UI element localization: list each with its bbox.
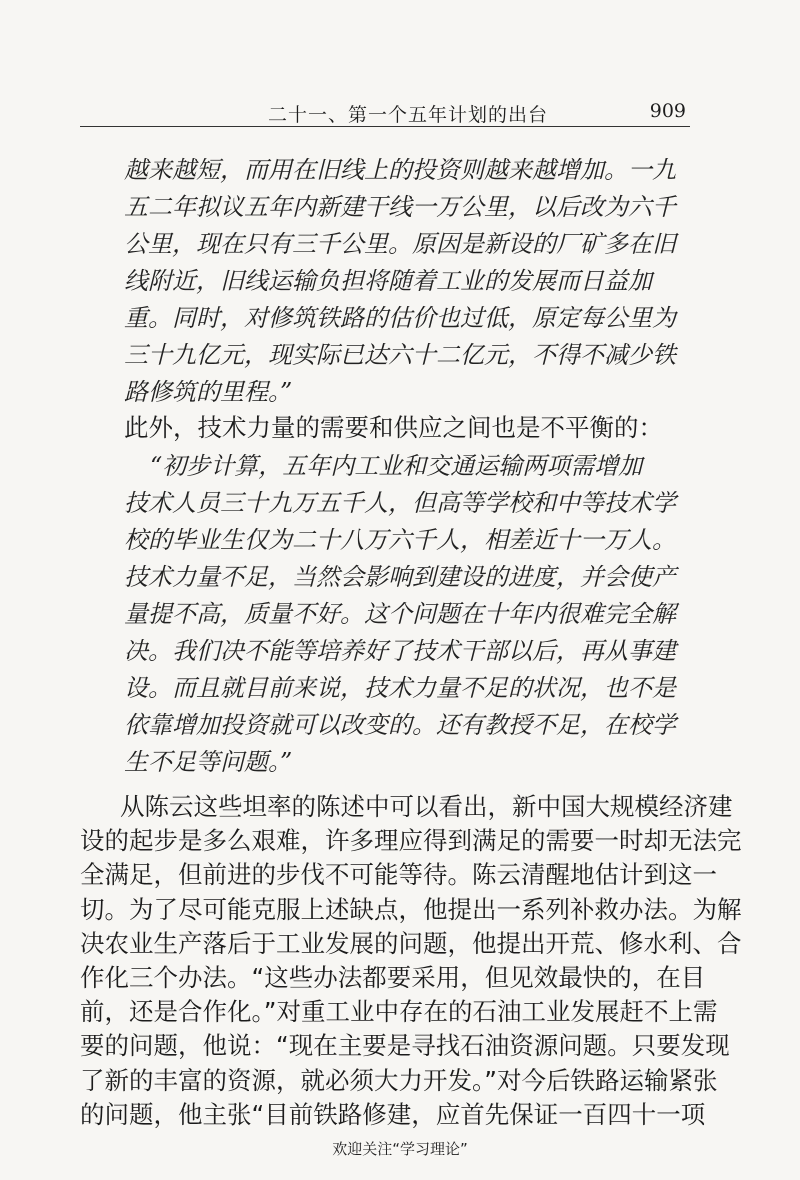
- paragraph-line: 全满足，但前进的步伐不可能等待。陈云清醒地估计到这一: [80, 860, 717, 890]
- quote-line: 技术人员三十九万五千人，但高等学校和中等技术学: [124, 489, 676, 517]
- paragraph-line: 作化三个办法。“这些办法都要采用，但见效最快的，在目: [80, 963, 706, 992]
- paragraph-line: 的问题，他主张“目前铁路修建，应首先保证一百四十一项: [80, 1099, 706, 1129]
- paragraph-line: 了新的丰富的资源，就必须大力开发。”对今后铁路运输紧张: [80, 1065, 718, 1095]
- quote-line: 公里，现在只有三千公里。原因是新设的厂矿多在旧: [124, 230, 676, 258]
- quote-line: 决。我们决不能等培养好了技术干部以后，再从事建: [124, 637, 676, 665]
- paragraph-line: 切。为了尽可能克服上述缺点，他提出一系列补救办法。为解: [80, 894, 742, 924]
- quote-line: “初步计算，五年内工业和交通运输两项需增加: [150, 452, 643, 480]
- intro-line: 此外，技术力量的需要和供应之间也是不平衡的：: [124, 413, 663, 442]
- quote-line: 量提不高，质量不好。这个问题在十年内很难完全解: [124, 600, 676, 628]
- paragraph-line: 从陈云这些坦率的陈述中可以看出，新中国大规模经济建: [120, 792, 733, 821]
- quote-line: 线附近，旧线运输负担将随着工业的发展而日益加: [124, 267, 652, 295]
- paragraph-line: 前，还是合作化。”对重工业中存在的石油工业发展赶不上需: [80, 997, 718, 1027]
- quote-line: 五二年拟议五年内新建干线一万公里，以后改为六千: [124, 193, 676, 221]
- quote-line: 校的毕业生仅为二十八万六千人，相差近十一万人。: [124, 526, 676, 554]
- footer-note: 欢迎关注“学习理论”: [332, 1140, 468, 1158]
- running-title: 二十一、第一个五年计划的出台: [268, 104, 549, 126]
- paragraph-line: 要的问题，他说：“现在主要是寻找石油资源问题。只要发现: [80, 1031, 730, 1061]
- quote-line: 技术力量不足，当然会影响到建设的进度，并会使产: [124, 563, 676, 591]
- quote-line: 设。而且就目前来说，技术力量不足的状况，也不是: [124, 674, 676, 702]
- quote-line: 三十九亿元，现实际已达六十二亿元，不得不减少铁: [124, 341, 676, 369]
- paragraph-line: 设的起步是多么艰难，许多理应得到满足的需要一时却无法完: [80, 826, 742, 856]
- quote-line: 越来越短，而用在旧线上的投资则越来越增加。一九: [124, 156, 676, 184]
- quote-line: 重。同时，对修筑铁路的估价也过低，原定每公里为: [124, 304, 676, 332]
- page-number: 909: [649, 100, 686, 122]
- quote-line: 路修筑的里程。”: [124, 378, 293, 406]
- running-header: [80, 96, 690, 127]
- quote-line: 生不足等问题。”: [124, 748, 293, 776]
- paragraph-line: 决农业生产落后于工业发展的问题，他提出开荒、修水利、合: [80, 928, 742, 958]
- quote-line: 依靠增加投资就可以改变的。还有教授不足，在校学: [124, 711, 676, 739]
